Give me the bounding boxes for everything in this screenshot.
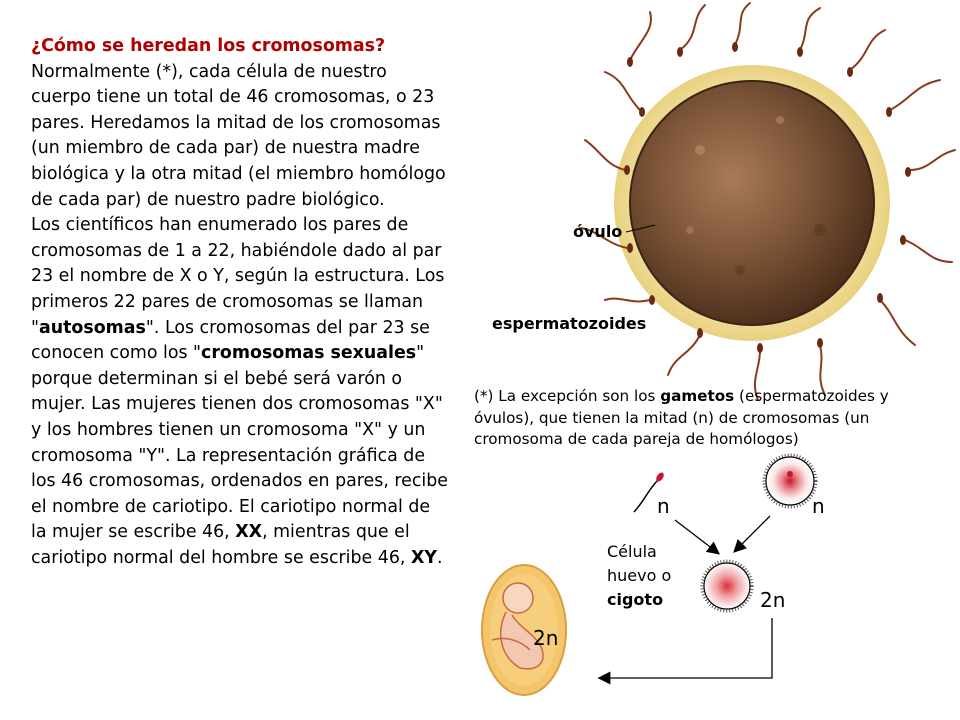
term-autosomas: autosomas (39, 317, 146, 338)
fetus-2n-label: 2n (533, 626, 559, 650)
zygote-icon (702, 561, 752, 611)
term-cromosomas-sexuales: cromosomas sexuales (201, 343, 417, 364)
paragraph-2-part-e: . (436, 547, 443, 568)
ovum-cell (614, 65, 890, 341)
footnote-part-b: (espermatozoides y óvulos), que tienen la mitad (n) de cromosomas (un cromosoma de cada pareja de homólogos) (474, 387, 889, 448)
paragraph-2-part-d: , mientras que el cariotipo normal del hombre se escribe 46, (31, 522, 411, 568)
arrow-zygote-to-fetus (600, 618, 772, 678)
caption-line-2: huevo o (607, 566, 672, 585)
arrow-egg-to-zygote (735, 516, 770, 551)
arrow-sperm-to-zygote (675, 520, 718, 553)
espermatozoides-label: espermatozoides (492, 314, 647, 333)
footnote (474, 386, 944, 451)
zygote-caption (607, 540, 671, 612)
zygote-2n-label: 2n (760, 588, 786, 612)
caption-line-1: Célula (607, 542, 657, 561)
article-heading: ¿Cómo se heredan los cromosomas? (31, 36, 386, 56)
term-gametos: gametos (660, 387, 735, 405)
ovulo-label: óvulo (573, 222, 623, 241)
paragraph-2-part-c: " porque determinan si el bebé será varón o mujer. Las mujeres tienen dos cromosomas "X" y los hombres tienen un cromosoma "X" y un cromosoma "Y". La representación gráfica de los 46 cromosomas, ordenados en pares, recibe el nombre de cariotipo. El cariotipo normal de la mujer se escribe 46, (31, 343, 448, 543)
footnote-part-a: (*) La excepción son los (474, 387, 661, 405)
paragraph-1: Normalmente (*), cada célula de nuestro cuerpo tiene un total de 46 cromosomas, o 23 pares. Heredamos la mitad de los cromosomas (un miembro de cada par) de nuestra madre biológica y la otra mitad (el miembro homólogo de cada par) de nuestro padre biológico. (31, 61, 446, 210)
egg-n-label: n (812, 494, 825, 518)
term-xx: XX (235, 522, 263, 543)
caption-cigoto: cigoto (607, 590, 664, 609)
term-xy: XY (410, 547, 437, 568)
paragraph-2-part-a: Los científicos han enumerado los pares de cromosomas de 1 a 22, habiéndole dado al par 23 el nombre de X o Y, según la estructura. Los primeros 22 pares de cromosomas se llaman " (31, 215, 445, 338)
sperm-n-label: n (657, 494, 670, 518)
paragraph-2-part-b: ". Los cromosomas del par 23 se conocen como los " (31, 317, 430, 364)
egg-gamete-icon (764, 455, 816, 507)
